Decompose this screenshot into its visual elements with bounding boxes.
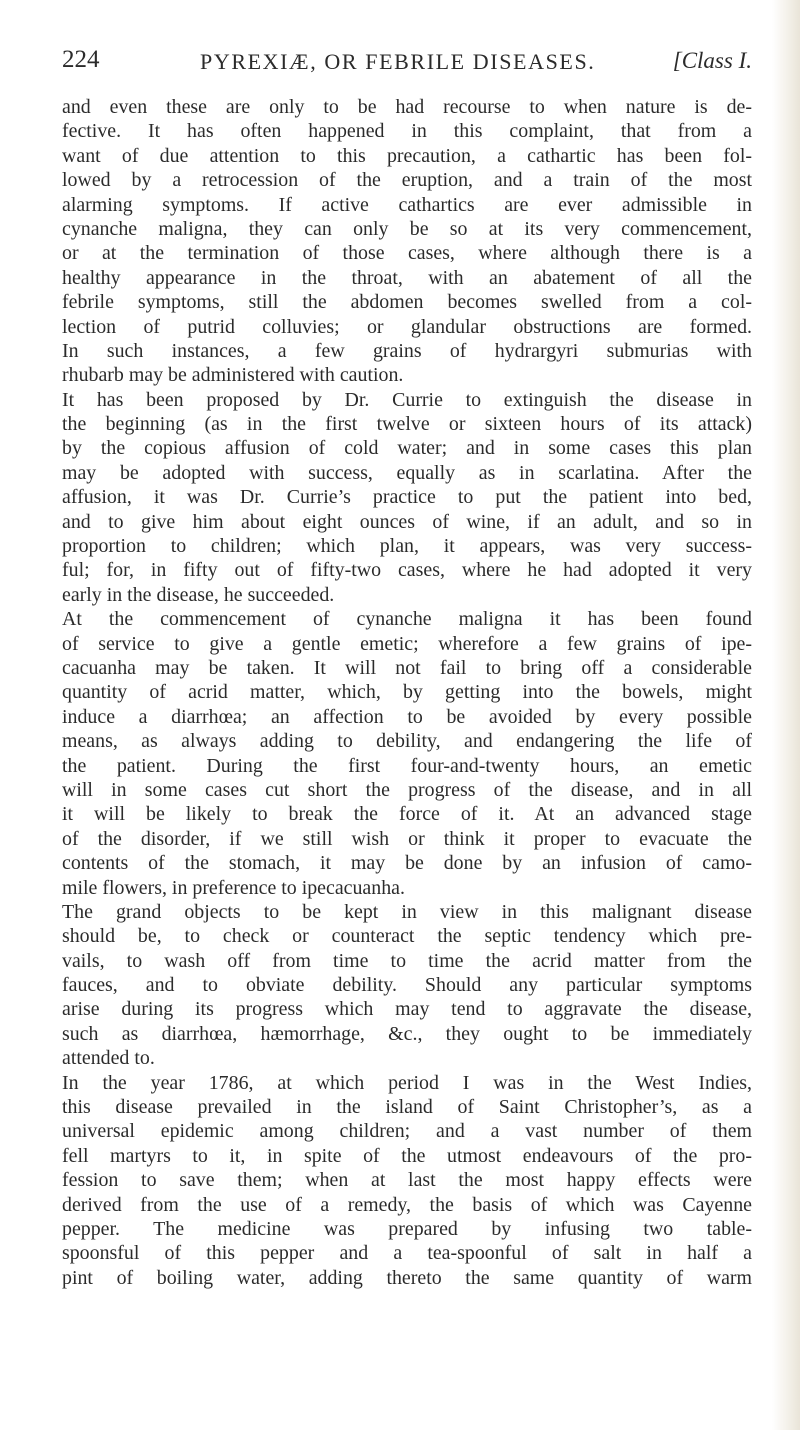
running-title: PYREXIÆ, OR FEBRILE DISEASES. xyxy=(200,49,596,74)
body-text xyxy=(62,95,752,1290)
text-line: febrile symptoms, still the abdomen becomes swelled from a col- xyxy=(62,291,752,314)
text-line: At the commencement of cynanche maligna it has been found xyxy=(62,608,752,631)
text-line: want of due attention to this precaution, a cathartic has been fol- xyxy=(62,144,752,167)
text-line: In such instances, a few grains of hydrargyri submurias with xyxy=(62,339,752,362)
text-line: mile flowers, in preference to ipecacuanha. xyxy=(62,876,405,899)
text-line: early in the disease, he succeeded. xyxy=(62,583,335,606)
text-line: The grand objects to be kept in view in this malignant disease xyxy=(62,900,752,923)
text-line: It has been proposed by Dr. Currie to extinguish the disease in xyxy=(62,388,752,411)
page-edge-shadow xyxy=(772,0,800,1430)
text-line: rhubarb may be administered with caution. xyxy=(62,364,404,387)
text-line: fession to save them; when at last the most happy effects were xyxy=(62,1169,752,1192)
text-line: quantity of acrid matter, which, by getting into the bowels, might xyxy=(62,681,752,704)
text-line: induce a diarrhœa; an affection to be avoided by every possible xyxy=(62,705,752,728)
text-line: pepper. The medicine was prepared by infusing two table- xyxy=(62,1217,752,1240)
text-line: by the copious affusion of cold water; and in some cases this plan xyxy=(62,437,752,460)
text-line: will in some cases cut short the progress of the disease, and in all xyxy=(62,778,752,801)
text-line: and even these are only to be had recourse to when nature is de- xyxy=(62,96,752,118)
text-line: fell martyrs to it, in spite of the utmost endeavours of the pro- xyxy=(62,1144,752,1167)
text-line: such as diarrhœa, hæmorrhage, &c., they ought to be immediately xyxy=(62,1022,752,1045)
text-line: this disease prevailed in the island of Saint Christopher’s, as a xyxy=(62,1096,752,1119)
text-line: the patient. During the first four-and-twenty hours, an emetic xyxy=(62,754,752,777)
text-line: vails, to wash off from time to time the acrid matter from the xyxy=(62,949,752,972)
text-line: lection of putrid colluvies; or glandular obstructions are formed. xyxy=(62,315,752,338)
text-line: fauces, and to obviate debility. Should any particular symptoms xyxy=(62,974,752,997)
text-line: arise during its progress which may tend to aggravate the disease, xyxy=(62,998,752,1021)
text-line: cacuanha may be taken. It will not fail to bring off a considerable xyxy=(62,656,752,679)
text-line: means, as always adding to debility, and endangering the life of xyxy=(62,730,752,753)
text-line: of the disorder, if we still wish or think it proper to evacuate the xyxy=(62,827,752,850)
class-label: [Class I. xyxy=(672,48,752,73)
text-line: lowed by a retrocession of the eruption, and a train of the most xyxy=(62,169,752,192)
text-line: proportion to children; which plan, it appears, was very success- xyxy=(62,535,752,558)
text-line: cynanche maligna, they can only be so at its very commencement, xyxy=(62,217,752,240)
text-line: should be, to check or counteract the septic tendency which pre- xyxy=(62,925,752,948)
text-line: In the year 1786, at which period I was in the West Indies, xyxy=(62,1071,752,1094)
text-line: may be adopted with success, equally as in scarlatina. After the xyxy=(62,461,752,484)
text-line: fective. It has often happened in this complaint, that from a xyxy=(62,120,752,143)
text-line: of service to give a gentle emetic; wherefore a few grains of ipe- xyxy=(62,632,752,655)
page-header xyxy=(62,46,752,86)
text-line: the beginning (as in the first twelve or sixteen hours of its attack) xyxy=(62,413,752,436)
text-line: or at the termination of those cases, where although there is a xyxy=(62,242,752,265)
text-line: and to give him about eight ounces of wine, if an adult, and so in xyxy=(62,510,752,533)
text-line: attended to. xyxy=(62,1047,155,1070)
page-number: 224 xyxy=(62,46,100,73)
text-line: derived from the use of a remedy, the basis of which was Cayenne xyxy=(62,1193,752,1216)
text-line: spoonsful of this pepper and a tea-spoonful of salt in half a xyxy=(62,1242,752,1265)
text-line: alarming symptoms. If active cathartics are ever admissible in xyxy=(62,193,752,216)
text-line: pint of boiling water, adding thereto the same quantity of warm xyxy=(62,1266,752,1289)
text-line: healthy appearance in the throat, with an abatement of all the xyxy=(62,266,752,289)
text-line: it will be likely to break the force of it. At an advanced stage xyxy=(62,803,752,826)
text-line: contents of the stomach, it may be done by an infusion of camo- xyxy=(62,852,752,875)
text-line: universal epidemic among children; and a vast number of them xyxy=(62,1120,752,1143)
text-line: affusion, it was Dr. Currie’s practice to put the patient into bed, xyxy=(62,486,752,509)
text-line: ful; for, in fifty out of fifty-two cases, where he had adopted it very xyxy=(62,559,752,582)
